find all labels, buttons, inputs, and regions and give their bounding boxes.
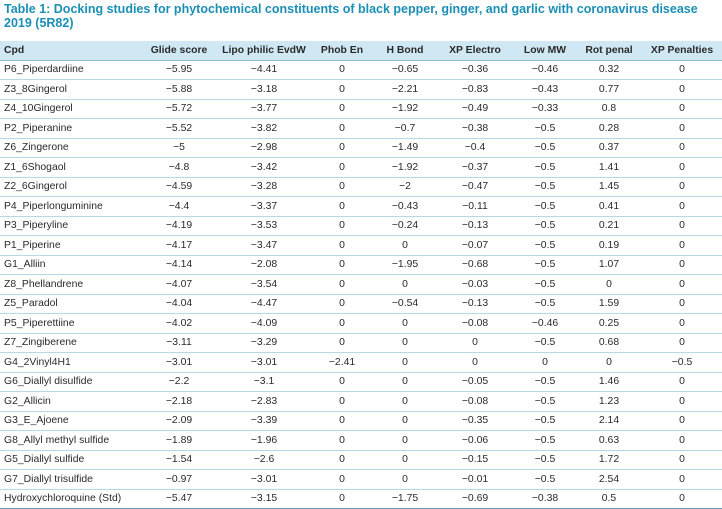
value-cell: −3.29 bbox=[250, 337, 278, 349]
value-cell: 0 bbox=[339, 83, 345, 95]
table-row bbox=[0, 294, 722, 314]
value-cell: −4.19 bbox=[165, 220, 193, 232]
value-cell: 0 bbox=[339, 473, 345, 485]
value-cell: 0 bbox=[679, 415, 685, 427]
value-cell: 0 bbox=[339, 259, 345, 271]
table-row bbox=[0, 333, 722, 353]
value-cell: 0.28 bbox=[598, 122, 620, 134]
value-cell: −5.47 bbox=[165, 493, 193, 505]
table-row bbox=[0, 138, 722, 158]
value-cell: −0.13 bbox=[461, 298, 489, 310]
value-cell: 0 bbox=[606, 356, 612, 368]
value-cell: 0 bbox=[402, 395, 408, 407]
value-cell: −0.46 bbox=[531, 64, 559, 76]
value-cell: −0.08 bbox=[461, 395, 489, 407]
value-cell: −0.5 bbox=[534, 454, 556, 466]
compound-cell: Z8_Phellandrene bbox=[4, 278, 84, 290]
value-cell: 0 bbox=[339, 181, 345, 193]
value-cell: −0.24 bbox=[391, 220, 419, 232]
value-cell: −4.09 bbox=[250, 317, 278, 329]
value-cell: 0 bbox=[679, 434, 685, 446]
table-row bbox=[0, 489, 722, 509]
value-cell: −2.83 bbox=[250, 395, 278, 407]
value-cell: 0 bbox=[402, 239, 408, 251]
value-cell: 0 bbox=[472, 337, 478, 349]
value-cell: −4.8 bbox=[168, 161, 190, 173]
value-cell: −0.5 bbox=[534, 376, 556, 388]
table-row bbox=[0, 470, 722, 490]
value-cell: −3.1 bbox=[253, 376, 275, 388]
value-cell: −0.11 bbox=[462, 200, 488, 212]
compound-cell: Hydroxychloroquine (Std) bbox=[4, 493, 122, 505]
value-cell: 0 bbox=[402, 473, 408, 485]
table-row bbox=[0, 450, 722, 470]
value-cell: −0.07 bbox=[461, 239, 489, 251]
value-cell: −0.37 bbox=[461, 161, 489, 173]
value-cell: −3.82 bbox=[250, 122, 278, 134]
column-header: H Bond bbox=[374, 41, 436, 60]
value-cell: −0.97 bbox=[165, 473, 193, 485]
value-cell: −2.41 bbox=[328, 356, 356, 368]
compound-cell: Z7_Zingiberene bbox=[4, 337, 77, 349]
value-cell: −2 bbox=[399, 181, 411, 193]
value-cell: 0.41 bbox=[598, 200, 620, 212]
value-cell: −4.07 bbox=[165, 278, 193, 290]
value-cell: −0.38 bbox=[531, 493, 559, 505]
value-cell: 1.46 bbox=[598, 376, 620, 388]
value-cell: 0 bbox=[402, 278, 408, 290]
value-cell: 0 bbox=[402, 337, 408, 349]
value-cell: 0.19 bbox=[598, 239, 620, 251]
value-cell: −0.03 bbox=[461, 278, 489, 290]
table-title: Table 1: Docking studies for phytochemical constituents of black pepper, ginger, and garlic with coronavirus disease 2019 (5R82) bbox=[4, 2, 698, 30]
value-cell: −4.4 bbox=[168, 200, 190, 212]
value-cell: 0 bbox=[339, 434, 345, 446]
value-cell: −0.54 bbox=[391, 298, 419, 310]
value-cell: −0.01 bbox=[461, 473, 489, 485]
value-cell: −1.49 bbox=[391, 142, 419, 154]
compound-cell: G2_Allicin bbox=[4, 395, 51, 407]
value-cell: 0 bbox=[679, 259, 685, 271]
compound-cell: P6_Piperdardiine bbox=[4, 64, 84, 76]
value-cell: 0.5 bbox=[601, 493, 617, 505]
column-header: Glide score bbox=[140, 41, 218, 60]
table-row bbox=[0, 236, 722, 256]
value-cell: −0.5 bbox=[534, 278, 556, 290]
column-header: Phob En bbox=[310, 41, 374, 60]
value-cell: −0.06 bbox=[461, 434, 489, 446]
value-cell: −3.39 bbox=[250, 415, 278, 427]
table-row bbox=[0, 80, 722, 100]
value-cell: −0.13 bbox=[461, 220, 489, 232]
table-row bbox=[0, 411, 722, 431]
value-cell: 0 bbox=[679, 161, 685, 173]
value-cell: −0.47 bbox=[461, 181, 489, 193]
value-cell: −3.18 bbox=[250, 83, 278, 95]
value-cell: −3.01 bbox=[250, 473, 278, 485]
compound-cell: G7_Diallyl trisulfide bbox=[4, 473, 93, 485]
value-cell: 0.63 bbox=[598, 434, 620, 446]
value-cell: −5 bbox=[173, 142, 185, 154]
value-cell: 0 bbox=[679, 122, 685, 134]
value-cell: 0.68 bbox=[598, 337, 620, 349]
value-cell: 1.59 bbox=[598, 298, 620, 310]
value-cell: −0.08 bbox=[461, 317, 489, 329]
compound-cell: G3_E_Ajoene bbox=[4, 415, 69, 427]
value-cell: 0 bbox=[339, 493, 345, 505]
value-cell: 0 bbox=[679, 395, 685, 407]
value-cell: −0.5 bbox=[534, 415, 556, 427]
value-cell: 0 bbox=[339, 122, 345, 134]
value-cell: −2.6 bbox=[253, 454, 275, 466]
table-row bbox=[0, 158, 722, 178]
value-cell: 0 bbox=[402, 434, 408, 446]
compound-cell: G6_Diallyl disulfide bbox=[4, 376, 93, 388]
value-cell: 2.14 bbox=[598, 415, 620, 427]
value-cell: −2.18 bbox=[165, 395, 193, 407]
compound-cell: P1_Piperine bbox=[4, 239, 61, 251]
value-cell: −3.47 bbox=[250, 239, 278, 251]
value-cell: 0 bbox=[679, 317, 685, 329]
value-cell: −0.35 bbox=[461, 415, 489, 427]
compound-cell: G4_2Vinyl4H1 bbox=[4, 356, 71, 368]
table-row bbox=[0, 255, 722, 275]
value-cell: −0.69 bbox=[461, 493, 489, 505]
table-row bbox=[0, 99, 722, 119]
value-cell: −0.46 bbox=[531, 317, 559, 329]
table-row bbox=[0, 392, 722, 412]
docking-table bbox=[0, 41, 722, 509]
table-row bbox=[0, 431, 722, 451]
value-cell: 0 bbox=[339, 200, 345, 212]
value-cell: 0.77 bbox=[598, 83, 620, 95]
value-cell: −1.75 bbox=[391, 493, 419, 505]
value-cell: 0 bbox=[679, 298, 685, 310]
value-cell: −0.5 bbox=[534, 161, 556, 173]
column-header: Low MW bbox=[514, 41, 576, 60]
compound-cell: P3_Piperyline bbox=[4, 220, 69, 232]
value-cell: −5.72 bbox=[165, 103, 193, 115]
compound-cell: Z1_6Shogaol bbox=[4, 161, 66, 173]
value-cell: −0.5 bbox=[534, 220, 556, 232]
value-cell: −2.08 bbox=[250, 259, 278, 271]
value-cell: −4.41 bbox=[250, 64, 278, 76]
value-cell: 0 bbox=[339, 454, 345, 466]
value-cell: 0 bbox=[402, 454, 408, 466]
compound-cell: G1_Alliin bbox=[4, 259, 46, 271]
value-cell: 0 bbox=[679, 376, 685, 388]
compound-cell: P4_Piperlonguminine bbox=[4, 200, 103, 212]
value-cell: 0 bbox=[339, 161, 345, 173]
value-cell: 0 bbox=[542, 356, 548, 368]
value-cell: −0.5 bbox=[534, 395, 556, 407]
table-row bbox=[0, 197, 722, 217]
value-cell: −0.5 bbox=[534, 298, 556, 310]
value-cell: −1.54 bbox=[165, 454, 193, 466]
value-cell: 0 bbox=[339, 376, 345, 388]
column-header: Lipo philic EvdW bbox=[218, 41, 310, 60]
value-cell: 1.41 bbox=[598, 161, 620, 173]
value-cell: −3.53 bbox=[250, 220, 278, 232]
value-cell: −0.4 bbox=[464, 142, 486, 154]
compound-cell: Z3_8Gingerol bbox=[4, 83, 67, 95]
value-cell: −3.15 bbox=[250, 493, 278, 505]
value-cell: 0 bbox=[339, 317, 345, 329]
value-cell: −0.5 bbox=[534, 200, 556, 212]
value-cell: 0 bbox=[472, 356, 478, 368]
value-cell: 0 bbox=[402, 376, 408, 388]
value-cell: −0.65 bbox=[391, 64, 419, 76]
value-cell: −2.21 bbox=[391, 83, 419, 95]
value-cell: −5.95 bbox=[165, 64, 193, 76]
table-body bbox=[0, 60, 722, 509]
value-cell: −0.83 bbox=[461, 83, 489, 95]
value-cell: 0 bbox=[339, 337, 345, 349]
value-cell: −4.59 bbox=[165, 181, 193, 193]
value-cell: 0.8 bbox=[601, 103, 617, 115]
value-cell: −2.2 bbox=[168, 376, 190, 388]
value-cell: −4.47 bbox=[250, 298, 278, 310]
value-cell: 0 bbox=[679, 64, 685, 76]
column-header: XP Electro bbox=[436, 41, 514, 60]
value-cell: −3.77 bbox=[250, 103, 278, 115]
value-cell: 1.72 bbox=[598, 454, 620, 466]
value-cell: 0.21 bbox=[598, 220, 620, 232]
value-cell: −0.5 bbox=[534, 473, 556, 485]
value-cell: 0 bbox=[402, 317, 408, 329]
value-cell: 1.45 bbox=[598, 181, 620, 193]
value-cell: −0.5 bbox=[534, 259, 556, 271]
value-cell: −0.33 bbox=[531, 103, 559, 115]
value-cell: 0 bbox=[402, 356, 408, 368]
value-cell: 0 bbox=[339, 278, 345, 290]
value-cell: −1.92 bbox=[391, 103, 419, 115]
table-row bbox=[0, 372, 722, 392]
table-row bbox=[0, 314, 722, 334]
value-cell: 0 bbox=[679, 473, 685, 485]
value-cell: −0.5 bbox=[534, 239, 556, 251]
column-header: XP Penalties bbox=[642, 41, 722, 60]
value-cell: −0.43 bbox=[531, 83, 559, 95]
value-cell: 0 bbox=[679, 454, 685, 466]
compound-cell: P2_Piperanine bbox=[4, 122, 73, 134]
value-cell: 0 bbox=[339, 64, 345, 76]
value-cell: −0.15 bbox=[461, 454, 489, 466]
value-cell: 0 bbox=[679, 239, 685, 251]
value-cell: −3.01 bbox=[250, 356, 278, 368]
value-cell: 1.23 bbox=[598, 395, 620, 407]
value-cell: −0.5 bbox=[534, 142, 556, 154]
compound-cell: Z2_6Gingerol bbox=[4, 181, 67, 193]
header-row bbox=[0, 41, 722, 60]
value-cell: 0 bbox=[339, 298, 345, 310]
value-cell: 0 bbox=[339, 239, 345, 251]
value-cell: −4.02 bbox=[165, 317, 193, 329]
value-cell: −0.05 bbox=[461, 376, 489, 388]
table-row bbox=[0, 119, 722, 139]
value-cell: −1.96 bbox=[250, 434, 278, 446]
value-cell: 0 bbox=[679, 200, 685, 212]
compound-cell: Z4_10Gingerol bbox=[4, 103, 73, 115]
column-header: Cpd bbox=[0, 41, 140, 60]
value-cell: 0 bbox=[679, 103, 685, 115]
value-cell: −4.04 bbox=[165, 298, 193, 310]
value-cell: 0.32 bbox=[598, 64, 620, 76]
table-row bbox=[0, 275, 722, 295]
value-cell: −3.37 bbox=[250, 200, 278, 212]
value-cell: −3.11 bbox=[166, 337, 192, 349]
value-cell: −0.5 bbox=[534, 181, 556, 193]
value-cell: 2.54 bbox=[598, 473, 620, 485]
value-cell: 0 bbox=[679, 220, 685, 232]
value-cell: −0.5 bbox=[671, 356, 693, 368]
value-cell: 0 bbox=[679, 493, 685, 505]
value-cell: −0.49 bbox=[461, 103, 489, 115]
value-cell: 0 bbox=[339, 142, 345, 154]
compound-cell: Z5_Paradol bbox=[4, 298, 58, 310]
value-cell: 0 bbox=[339, 220, 345, 232]
value-cell: −0.38 bbox=[461, 122, 489, 134]
value-cell: 0 bbox=[679, 337, 685, 349]
table-row bbox=[0, 216, 722, 236]
table-row bbox=[0, 177, 722, 197]
table-row bbox=[0, 353, 722, 373]
value-cell: 1.07 bbox=[598, 259, 620, 271]
value-cell: 0 bbox=[679, 278, 685, 290]
value-cell: −0.68 bbox=[461, 259, 489, 271]
value-cell: 0 bbox=[679, 142, 685, 154]
value-cell: −0.43 bbox=[391, 200, 419, 212]
value-cell: −0.5 bbox=[534, 434, 556, 446]
value-cell: −0.7 bbox=[394, 122, 416, 134]
value-cell: 0 bbox=[402, 415, 408, 427]
value-cell: 0 bbox=[679, 83, 685, 95]
value-cell: −1.92 bbox=[391, 161, 419, 173]
compound-cell: G5_Diallyl sulfide bbox=[4, 454, 85, 466]
value-cell: 0 bbox=[339, 415, 345, 427]
value-cell: 0 bbox=[606, 278, 612, 290]
compound-cell: G8_Allyl methyl sulfide bbox=[4, 434, 110, 446]
value-cell: −2.09 bbox=[165, 415, 193, 427]
value-cell: −1.95 bbox=[391, 259, 419, 271]
value-cell: −4.17 bbox=[165, 239, 193, 251]
value-cell: −3.42 bbox=[250, 161, 278, 173]
value-cell: −4.14 bbox=[165, 259, 193, 271]
value-cell: −0.5 bbox=[534, 122, 556, 134]
value-cell: −3.28 bbox=[250, 181, 278, 193]
table-row bbox=[0, 60, 722, 80]
value-cell: −5.88 bbox=[165, 83, 193, 95]
value-cell: −2.98 bbox=[250, 142, 278, 154]
value-cell: −3.54 bbox=[250, 278, 278, 290]
value-cell: 0 bbox=[339, 103, 345, 115]
value-cell: 0 bbox=[679, 181, 685, 193]
value-cell: −0.36 bbox=[461, 64, 489, 76]
compound-cell: P5_Piperettiine bbox=[4, 317, 75, 329]
compound-cell: Z6_Zingerone bbox=[4, 142, 69, 154]
value-cell: −0.5 bbox=[534, 337, 556, 349]
value-cell: −5.52 bbox=[165, 122, 193, 134]
value-cell: −1.89 bbox=[165, 434, 193, 446]
value-cell: 0 bbox=[339, 395, 345, 407]
value-cell: 0.25 bbox=[598, 317, 620, 329]
value-cell: −3.01 bbox=[165, 356, 193, 368]
column-header: Rot penal bbox=[576, 41, 642, 60]
value-cell: 0.37 bbox=[598, 142, 620, 154]
